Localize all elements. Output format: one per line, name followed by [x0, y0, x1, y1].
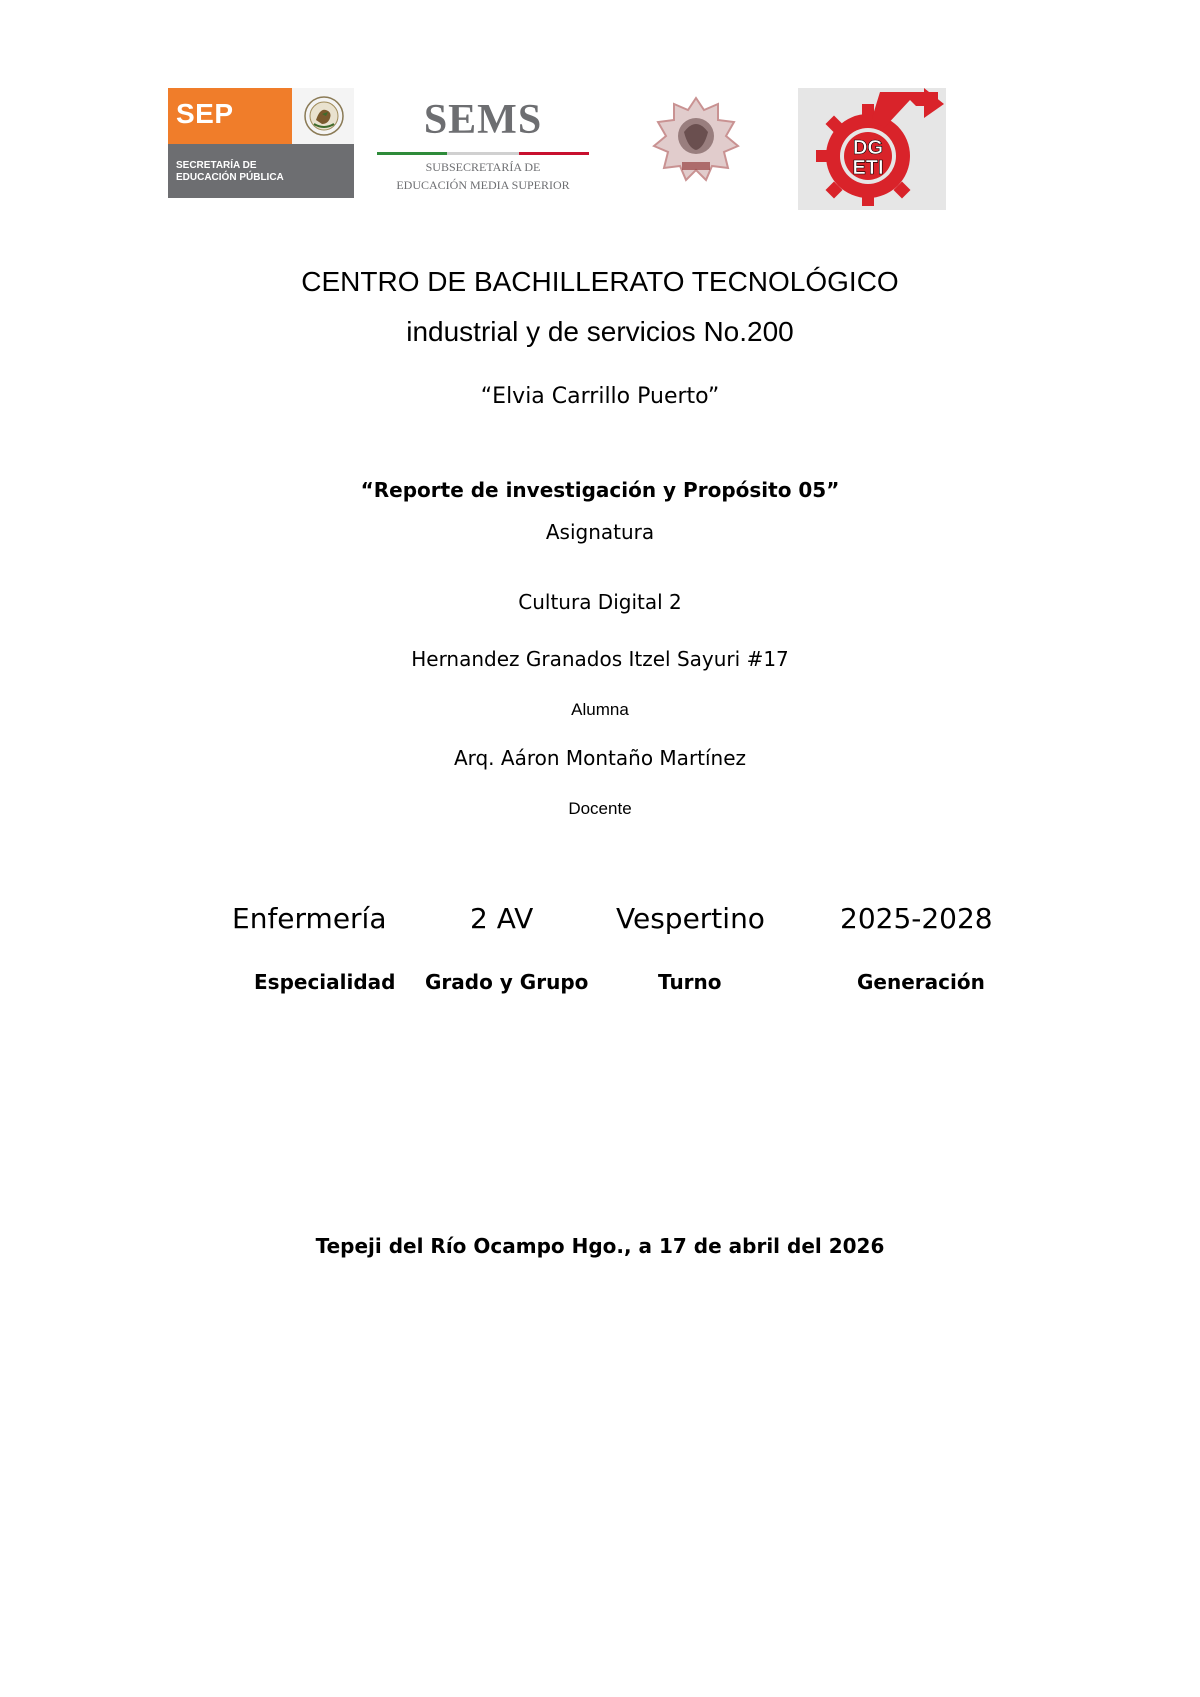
subject-label: Asignatura	[545, 520, 655, 544]
school-type-line: CENTRO DE BACHILLERATO TECNOLÓGICO	[301, 266, 899, 297]
grade-group-value: 2 AV	[470, 902, 534, 935]
sems-logo-subtitle: SUBSECRETARÍA DE EDUCACIÓN MEDIA SUPERIOR	[396, 160, 570, 192]
school-name: “Elvia Carrillo Puerto”	[480, 384, 720, 409]
mexican-eagle-icon	[302, 94, 346, 138]
svg-text:ETI: ETI	[852, 157, 884, 179]
svg-text:DG: DG	[853, 137, 883, 159]
generation-value: 2025-2028	[840, 902, 993, 935]
specialty-value: Enfermería	[232, 902, 387, 935]
shift-label: Turno	[658, 970, 722, 994]
student-name: Hernandez Granados Itzel Sayuri #17	[411, 647, 789, 671]
specialty-label: Especialidad	[254, 970, 396, 994]
shift-value: Vespertino	[616, 902, 765, 935]
dgeti-gear-icon	[798, 88, 946, 210]
subject-name: Cultura Digital 2	[518, 590, 682, 614]
dgeti-seal-icon	[648, 92, 744, 188]
report-title: “Reporte de investigación y Propósito 05”	[360, 478, 840, 502]
student-label: Alumna	[571, 700, 629, 719]
grade-group-label: Grado y Grupo	[425, 970, 589, 994]
sems-logo	[373, 90, 593, 200]
sems-logo-mark: SEMS	[423, 97, 543, 143]
sep-logo-mark: SEP	[176, 98, 234, 129]
teacher-label: Docente	[568, 799, 632, 818]
place-date: Tepeji del Río Ocampo Hgo., a 17 de abril del 2026	[315, 1234, 885, 1258]
school-subtype-line: industrial y de servicios No.200	[406, 316, 794, 347]
teacher-name: Arq. Aáron Montaño Martínez	[453, 746, 747, 770]
sems-logo-stripe	[377, 152, 589, 155]
sep-logo	[168, 88, 354, 198]
sep-logo-subtitle: SECRETARÍA DE EDUCACIÓN PÚBLICA	[176, 160, 284, 183]
generation-label: Generación	[857, 970, 985, 994]
